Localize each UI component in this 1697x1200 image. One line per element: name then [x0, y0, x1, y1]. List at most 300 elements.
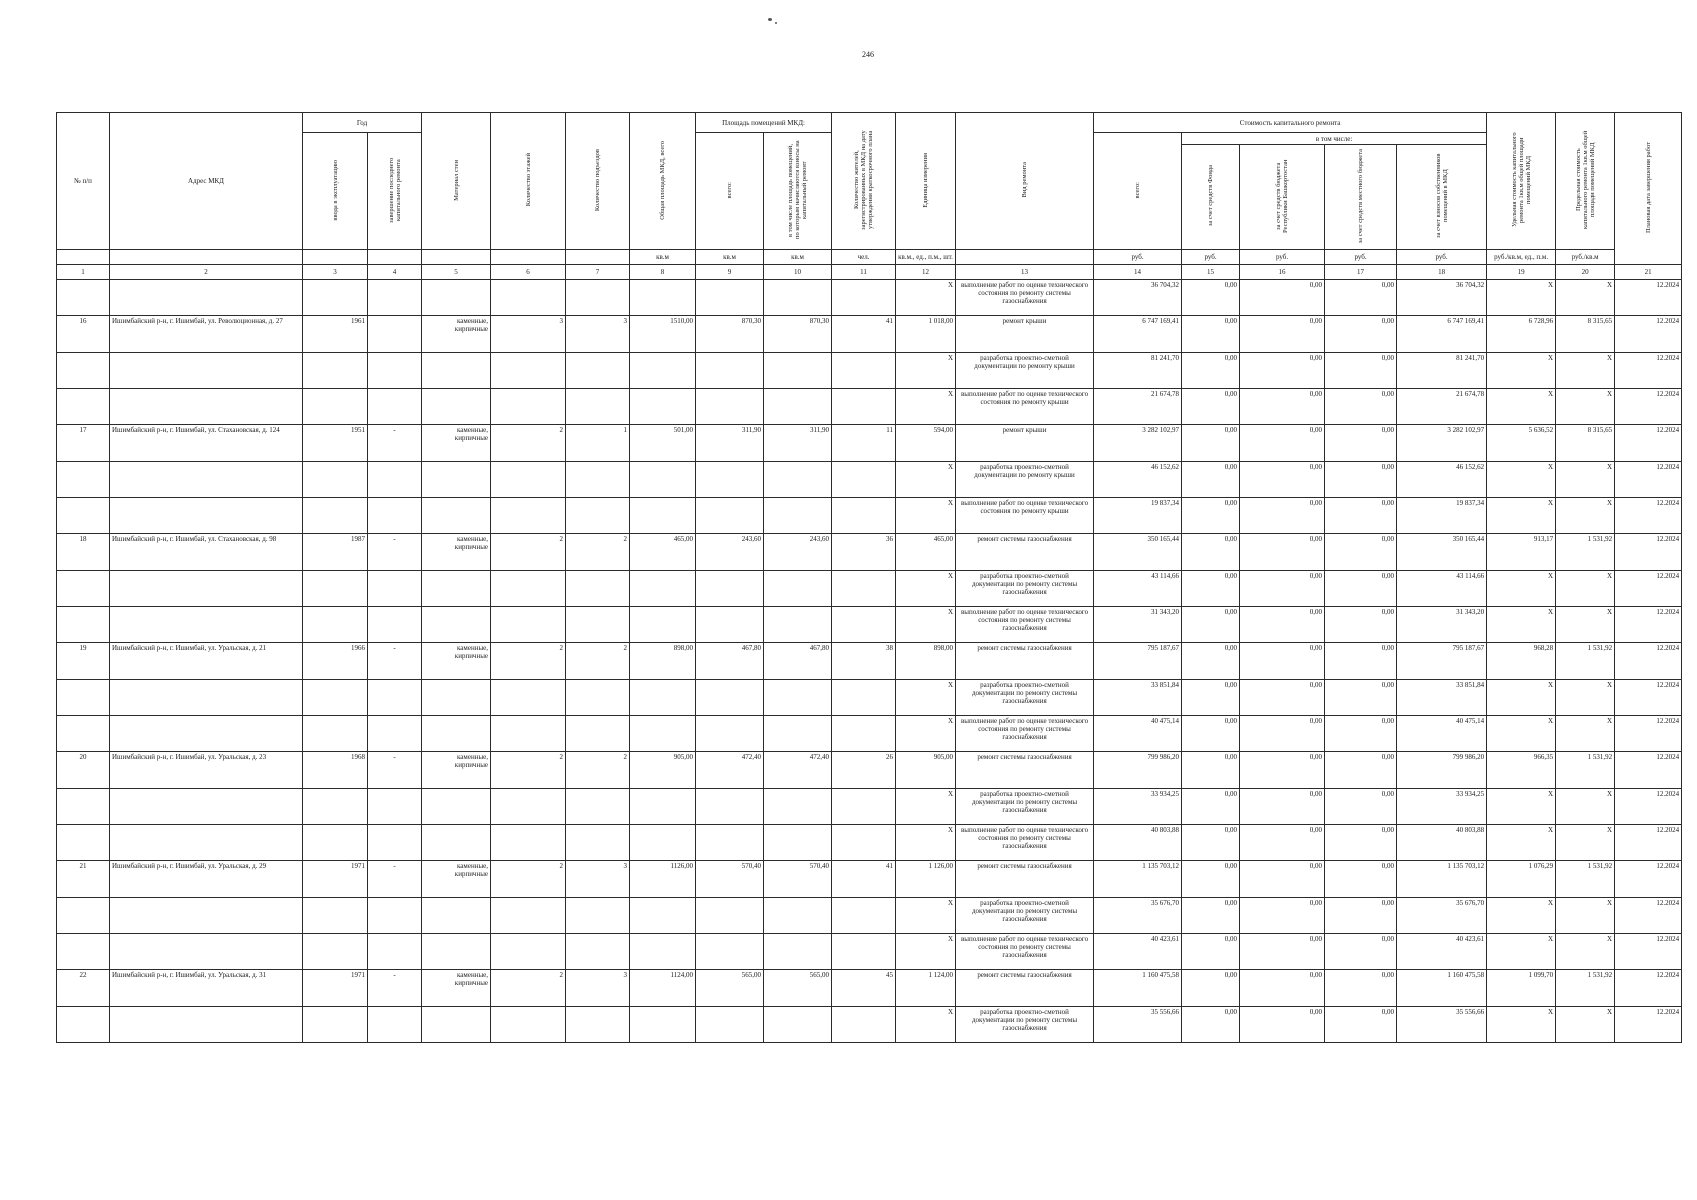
work-type-cell: разработка проектно-сметной документации по ремонту системы газоснабжения	[956, 680, 1094, 716]
total-area-cell	[630, 898, 696, 934]
cost-fund-cell: 0,00	[1182, 571, 1240, 607]
row-number	[57, 680, 110, 716]
entrances-cell	[566, 825, 630, 861]
cost-total-cell: 81 241,70	[1094, 353, 1182, 389]
cost-total-cell: 350 165,44	[1094, 534, 1182, 571]
work-type-cell: разработка проектно-сметной документации по ремонту системы газоснабжения	[956, 1007, 1094, 1043]
table-row	[57, 680, 1682, 716]
work-type-cell: выполнение работ по оценке технического состояния по ремонту системы газоснабжения	[956, 825, 1094, 861]
max-cost-cell: 1 531,92	[1556, 643, 1615, 680]
column-number: 14	[1094, 265, 1182, 280]
unit-cost-cell: X	[1487, 462, 1556, 498]
address-cell: Ишимбайский р-н, г. Ишимбай, ул. Революционная, д. 27	[110, 316, 303, 353]
cost-local-cell: 0,00	[1325, 1007, 1397, 1043]
unit-cell: X	[896, 607, 956, 643]
residents-cell	[832, 680, 896, 716]
row-number	[57, 571, 110, 607]
cost-republic-cell: 0,00	[1240, 353, 1325, 389]
unit-cost-cell: X	[1487, 680, 1556, 716]
work-type-cell: разработка проектно-сметной документации по ремонту системы газоснабжения	[956, 789, 1094, 825]
unit-area: кв.м	[764, 250, 832, 265]
total-area-cell: 1126,00	[630, 861, 696, 898]
residents-cell	[832, 353, 896, 389]
address-cell	[110, 789, 303, 825]
wall-material-cell	[422, 898, 491, 934]
wall-material-cell	[422, 825, 491, 861]
row-number: 19	[57, 643, 110, 680]
floors-cell: 2	[491, 425, 566, 462]
table-row	[57, 353, 1682, 389]
cost-owners-cell: 40 475,14	[1397, 716, 1487, 752]
floors-cell	[491, 607, 566, 643]
premises-total-cell: 243,60	[696, 534, 764, 571]
address-cell	[110, 607, 303, 643]
cost-owners-cell: 36 704,32	[1397, 280, 1487, 316]
year-built-cell	[303, 934, 368, 970]
table-row	[57, 789, 1682, 825]
cost-republic-cell: 0,00	[1240, 498, 1325, 534]
header-cost-incl: в том числе:	[1182, 133, 1487, 145]
header-unit-cost: Удельная стоимость капитального ремонта 1кв.м общей площади помещений МКД	[1487, 113, 1556, 250]
cost-republic-cell: 0,00	[1240, 316, 1325, 353]
max-cost-cell: X	[1556, 607, 1615, 643]
address-cell: Ишимбайский р-н, г. Ишимбай, ул. Уральская, д. 31	[110, 970, 303, 1007]
work-type-cell: выполнение работ по оценке технического состояния по ремонту крыши	[956, 389, 1094, 425]
year-repair-cell	[368, 825, 422, 861]
total-area-cell	[630, 934, 696, 970]
unit-cost-cell: X	[1487, 389, 1556, 425]
address-cell: Ишимбайский р-н, г. Ишимбай, ул. Уральская, д. 29	[110, 861, 303, 898]
year-repair-cell	[368, 934, 422, 970]
unit-cell: X	[896, 498, 956, 534]
cost-total-cell: 21 674,78	[1094, 389, 1182, 425]
deadline-cell: 12.2024	[1615, 970, 1682, 1007]
header-num: № п/п	[57, 113, 110, 250]
deadline-cell: 12.2024	[1615, 607, 1682, 643]
unit-rub: руб.	[1240, 250, 1325, 265]
table-row	[57, 389, 1682, 425]
year-repair-cell: -	[368, 534, 422, 571]
cost-total-cell: 40 803,88	[1094, 825, 1182, 861]
total-area-cell	[630, 680, 696, 716]
header-wall-material: Материал стен	[422, 113, 491, 250]
unit-area: кв.м	[696, 250, 764, 265]
unit-cost-cell: 966,35	[1487, 752, 1556, 789]
address-cell	[110, 898, 303, 934]
year-repair-cell: -	[368, 861, 422, 898]
table-header	[57, 113, 1682, 280]
unit-measure: кв.м., ед., п.м., шт.	[896, 250, 956, 265]
work-type-cell: ремонт системы газоснабжения	[956, 752, 1094, 789]
unit-cost-cell: 5 636,52	[1487, 425, 1556, 462]
cost-owners-cell: 350 165,44	[1397, 534, 1487, 571]
cost-local-cell: 0,00	[1325, 607, 1397, 643]
cost-republic-cell: 0,00	[1240, 970, 1325, 1007]
premises-total-cell: 472,40	[696, 752, 764, 789]
floors-cell	[491, 825, 566, 861]
header-cost-local: за счет средств местного бюджета	[1325, 145, 1397, 250]
header-max-cost: Предельная стоимость капитального ремонта 1кв.м общей площади помещений МКД	[1556, 113, 1615, 250]
floors-cell	[491, 680, 566, 716]
unit-cost-cell: X	[1487, 716, 1556, 752]
units-row	[57, 250, 1682, 265]
floors-cell	[491, 898, 566, 934]
year-repair-cell	[368, 607, 422, 643]
max-cost-cell: 1 531,92	[1556, 970, 1615, 1007]
floors-cell	[491, 716, 566, 752]
year-repair-cell	[368, 280, 422, 316]
residents-cell: 41	[832, 316, 896, 353]
premises-total-cell	[696, 607, 764, 643]
total-area-cell	[630, 1007, 696, 1043]
total-area-cell	[630, 789, 696, 825]
unit-cost-cell: 6 728,96	[1487, 316, 1556, 353]
table-row	[57, 716, 1682, 752]
row-number	[57, 825, 110, 861]
cost-fund-cell: 0,00	[1182, 643, 1240, 680]
deadline-cell: 12.2024	[1615, 498, 1682, 534]
entrances-cell	[566, 462, 630, 498]
premises-total-cell	[696, 498, 764, 534]
year-built-cell	[303, 571, 368, 607]
cost-owners-cell: 33 851,84	[1397, 680, 1487, 716]
header-entrances: Количество подъездов	[566, 113, 630, 250]
cost-republic-cell: 0,00	[1240, 716, 1325, 752]
premises-total-cell	[696, 353, 764, 389]
premises-payers-cell	[764, 1007, 832, 1043]
cost-fund-cell: 0,00	[1182, 462, 1240, 498]
cost-local-cell: 0,00	[1325, 970, 1397, 1007]
premises-payers-cell	[764, 280, 832, 316]
premises-payers-cell: 870,30	[764, 316, 832, 353]
cost-owners-cell: 35 676,70	[1397, 898, 1487, 934]
cost-republic-cell: 0,00	[1240, 643, 1325, 680]
residents-cell	[832, 716, 896, 752]
premises-total-cell	[696, 462, 764, 498]
premises-payers-cell	[764, 462, 832, 498]
wall-material-cell: каменные, кирпичные	[422, 861, 491, 898]
unit-cost-cell: 913,17	[1487, 534, 1556, 571]
column-number: 18	[1397, 265, 1487, 280]
total-area-cell: 501,00	[630, 425, 696, 462]
year-built-cell	[303, 1007, 368, 1043]
unit-cell: X	[896, 934, 956, 970]
premises-payers-cell: 243,60	[764, 534, 832, 571]
cost-total-cell: 40 423,61	[1094, 934, 1182, 970]
residents-cell	[832, 498, 896, 534]
residents-cell: 38	[832, 643, 896, 680]
row-number	[57, 280, 110, 316]
table-row	[57, 861, 1682, 898]
row-number	[57, 607, 110, 643]
cost-republic-cell: 0,00	[1240, 680, 1325, 716]
cost-total-cell: 35 556,66	[1094, 1007, 1182, 1043]
total-area-cell	[630, 462, 696, 498]
max-cost-cell: X	[1556, 1007, 1615, 1043]
column-number: 3	[303, 265, 368, 280]
unit-cost-cell: X	[1487, 353, 1556, 389]
unit-cost-cell: X	[1487, 571, 1556, 607]
max-cost-cell: 1 531,92	[1556, 752, 1615, 789]
address-cell	[110, 571, 303, 607]
row-number	[57, 789, 110, 825]
cost-republic-cell: 0,00	[1240, 280, 1325, 316]
header-cost-total: всего:	[1094, 133, 1182, 250]
max-cost-cell: X	[1556, 825, 1615, 861]
table-row	[57, 825, 1682, 861]
total-area-cell	[630, 607, 696, 643]
cost-fund-cell: 0,00	[1182, 389, 1240, 425]
premises-total-cell: 870,30	[696, 316, 764, 353]
premises-total-cell: 565,00	[696, 970, 764, 1007]
cost-total-cell: 6 747 169,41	[1094, 316, 1182, 353]
residents-cell	[832, 825, 896, 861]
max-cost-cell: X	[1556, 716, 1615, 752]
work-type-cell: ремонт системы газоснабжения	[956, 970, 1094, 1007]
cost-local-cell: 0,00	[1325, 898, 1397, 934]
cost-republic-cell: 0,00	[1240, 934, 1325, 970]
address-cell	[110, 680, 303, 716]
year-repair-cell	[368, 462, 422, 498]
year-repair-cell	[368, 1007, 422, 1043]
unit-cell: 465,00	[896, 534, 956, 571]
cost-local-cell: 0,00	[1325, 861, 1397, 898]
table-row	[57, 934, 1682, 970]
table-row	[57, 534, 1682, 571]
header-cost-republic: за счет средств бюджета Республики Башкортостан	[1240, 145, 1325, 250]
floors-cell	[491, 389, 566, 425]
cost-republic-cell: 0,00	[1240, 825, 1325, 861]
table-row	[57, 280, 1682, 316]
work-type-cell: выполнение работ по оценке технического состояния по ремонту системы газоснабжения	[956, 607, 1094, 643]
deadline-cell: 12.2024	[1615, 534, 1682, 571]
address-cell	[110, 716, 303, 752]
year-repair-cell	[368, 353, 422, 389]
premises-payers-cell: 467,80	[764, 643, 832, 680]
cost-republic-cell: 0,00	[1240, 462, 1325, 498]
cost-owners-cell: 40 803,88	[1397, 825, 1487, 861]
cost-republic-cell: 0,00	[1240, 1007, 1325, 1043]
deadline-cell: 12.2024	[1615, 789, 1682, 825]
cost-fund-cell: 0,00	[1182, 898, 1240, 934]
cost-fund-cell: 0,00	[1182, 861, 1240, 898]
repair-plan-table	[56, 112, 1682, 1043]
cost-fund-cell: 0,00	[1182, 789, 1240, 825]
residents-cell	[832, 280, 896, 316]
work-type-cell: разработка проектно-сметной документации по ремонту системы газоснабжения	[956, 571, 1094, 607]
premises-total-cell	[696, 389, 764, 425]
address-cell	[110, 389, 303, 425]
premises-payers-cell	[764, 571, 832, 607]
row-number	[57, 898, 110, 934]
residents-cell	[832, 571, 896, 607]
header-unit: Единица измерения	[896, 113, 956, 250]
table-row	[57, 425, 1682, 462]
scan-speck	[775, 22, 777, 24]
cost-local-cell: 0,00	[1325, 825, 1397, 861]
cost-total-cell: 35 676,70	[1094, 898, 1182, 934]
residents-cell	[832, 898, 896, 934]
cost-fund-cell: 0,00	[1182, 1007, 1240, 1043]
wall-material-cell: каменные, кирпичные	[422, 752, 491, 789]
column-number: 21	[1615, 265, 1682, 280]
wall-material-cell	[422, 680, 491, 716]
row-number	[57, 353, 110, 389]
year-repair-cell	[368, 898, 422, 934]
unit-cost-cell: 1 076,29	[1487, 861, 1556, 898]
deadline-cell: 12.2024	[1615, 861, 1682, 898]
residents-cell	[832, 1007, 896, 1043]
floors-cell: 2	[491, 534, 566, 571]
max-cost-cell: X	[1556, 680, 1615, 716]
cost-total-cell: 1 135 703,12	[1094, 861, 1182, 898]
column-number: 8	[630, 265, 696, 280]
cost-fund-cell: 0,00	[1182, 607, 1240, 643]
row-number: 21	[57, 861, 110, 898]
wall-material-cell: каменные, кирпичные	[422, 425, 491, 462]
cost-fund-cell: 0,00	[1182, 425, 1240, 462]
row-number	[57, 1007, 110, 1043]
premises-total-cell	[696, 280, 764, 316]
cost-owners-cell: 799 986,20	[1397, 752, 1487, 789]
column-number: 10	[764, 265, 832, 280]
entrances-cell: 3	[566, 861, 630, 898]
cost-owners-cell: 1 135 703,12	[1397, 861, 1487, 898]
year-repair-cell	[368, 716, 422, 752]
entrances-cell	[566, 934, 630, 970]
address-cell: Ишимбайский р-н, г. Ишимбай, ул. Уральская, д. 23	[110, 752, 303, 789]
table-row	[57, 498, 1682, 534]
cost-owners-cell: 21 674,78	[1397, 389, 1487, 425]
year-built-cell: 1987	[303, 534, 368, 571]
cost-local-cell: 0,00	[1325, 353, 1397, 389]
unit-cell: X	[896, 898, 956, 934]
address-cell	[110, 1007, 303, 1043]
wall-material-cell	[422, 934, 491, 970]
entrances-cell: 2	[566, 534, 630, 571]
total-area-cell: 898,00	[630, 643, 696, 680]
deadline-cell: 12.2024	[1615, 680, 1682, 716]
residents-cell: 45	[832, 970, 896, 1007]
unit-cell: X	[896, 825, 956, 861]
cost-total-cell: 36 704,32	[1094, 280, 1182, 316]
premises-total-cell: 570,40	[696, 861, 764, 898]
floors-cell	[491, 498, 566, 534]
premises-payers-cell	[764, 498, 832, 534]
deadline-cell: 12.2024	[1615, 462, 1682, 498]
cost-fund-cell: 0,00	[1182, 498, 1240, 534]
column-number: 16	[1240, 265, 1325, 280]
cost-local-cell: 0,00	[1325, 716, 1397, 752]
cost-local-cell: 0,00	[1325, 752, 1397, 789]
year-built-cell	[303, 789, 368, 825]
entrances-cell	[566, 716, 630, 752]
total-area-cell	[630, 716, 696, 752]
max-cost-cell: X	[1556, 898, 1615, 934]
unit-cost-cell: X	[1487, 498, 1556, 534]
unit-cell: X	[896, 716, 956, 752]
unit-cell: 898,00	[896, 643, 956, 680]
cost-owners-cell: 40 423,61	[1397, 934, 1487, 970]
residents-cell	[832, 389, 896, 425]
address-cell: Ишимбайский р-н, г. Ишимбай, ул. Стахановская, д. 124	[110, 425, 303, 462]
max-cost-cell: X	[1556, 934, 1615, 970]
work-type-cell: ремонт системы газоснабжения	[956, 861, 1094, 898]
residents-cell	[832, 607, 896, 643]
total-area-cell	[630, 571, 696, 607]
cost-local-cell: 0,00	[1325, 534, 1397, 571]
entrances-cell	[566, 789, 630, 825]
total-area-cell	[630, 825, 696, 861]
wall-material-cell: каменные, кирпичные	[422, 534, 491, 571]
unit-cell: 1 126,00	[896, 861, 956, 898]
residents-cell: 11	[832, 425, 896, 462]
deadline-cell: 12.2024	[1615, 280, 1682, 316]
entrances-cell	[566, 571, 630, 607]
column-number: 2	[110, 265, 303, 280]
year-built-cell: 1961	[303, 316, 368, 353]
header-cost-group: Стоимость капитального ремонта	[1094, 113, 1487, 133]
work-type-cell: выполнение работ по оценке технического состояния по ремонту системы газоснабжения	[956, 280, 1094, 316]
work-type-cell: выполнение работ по оценке технического состояния по ремонту крыши	[956, 498, 1094, 534]
floors-cell	[491, 934, 566, 970]
work-type-cell: разработка проектно-сметной документации по ремонту крыши	[956, 462, 1094, 498]
max-cost-cell: X	[1556, 389, 1615, 425]
premises-total-cell: 311,90	[696, 425, 764, 462]
address-cell	[110, 462, 303, 498]
max-cost-cell: 1 531,92	[1556, 861, 1615, 898]
header-premises-total: всего:	[696, 133, 764, 250]
cost-local-cell: 0,00	[1325, 571, 1397, 607]
unit-cost-cell: X	[1487, 1007, 1556, 1043]
cost-local-cell: 0,00	[1325, 789, 1397, 825]
header-total-area: Общая площадь МКД, всего	[630, 113, 696, 250]
address-cell	[110, 825, 303, 861]
floors-cell	[491, 280, 566, 316]
year-repair-cell	[368, 571, 422, 607]
year-built-cell	[303, 716, 368, 752]
entrances-cell	[566, 898, 630, 934]
column-number: 5	[422, 265, 491, 280]
cost-owners-cell: 33 934,25	[1397, 789, 1487, 825]
unit-cost-cell: X	[1487, 898, 1556, 934]
cost-total-cell: 795 187,67	[1094, 643, 1182, 680]
deadline-cell: 12.2024	[1615, 934, 1682, 970]
cost-republic-cell: 0,00	[1240, 752, 1325, 789]
table-row	[57, 1007, 1682, 1043]
unit-cost-cell: X	[1487, 789, 1556, 825]
max-cost-cell: X	[1556, 498, 1615, 534]
column-number: 17	[1325, 265, 1397, 280]
header-cost-owners: за счет взносов собственников помещений в МКД	[1397, 145, 1487, 250]
cost-total-cell: 40 475,14	[1094, 716, 1182, 752]
premises-payers-cell	[764, 898, 832, 934]
wall-material-cell: каменные, кирпичные	[422, 970, 491, 1007]
premises-payers-cell	[764, 825, 832, 861]
work-type-cell: разработка проектно-сметной документации по ремонту крыши	[956, 353, 1094, 389]
floors-cell	[491, 462, 566, 498]
year-built-cell: 1968	[303, 752, 368, 789]
year-built-cell	[303, 898, 368, 934]
premises-payers-cell: 311,90	[764, 425, 832, 462]
unit-area: кв.м	[630, 250, 696, 265]
cost-republic-cell: 0,00	[1240, 789, 1325, 825]
cost-republic-cell: 0,00	[1240, 861, 1325, 898]
table-row	[57, 462, 1682, 498]
header-floors: Количество этажей	[491, 113, 566, 250]
unit-cost-cell: X	[1487, 934, 1556, 970]
premises-payers-cell	[764, 680, 832, 716]
